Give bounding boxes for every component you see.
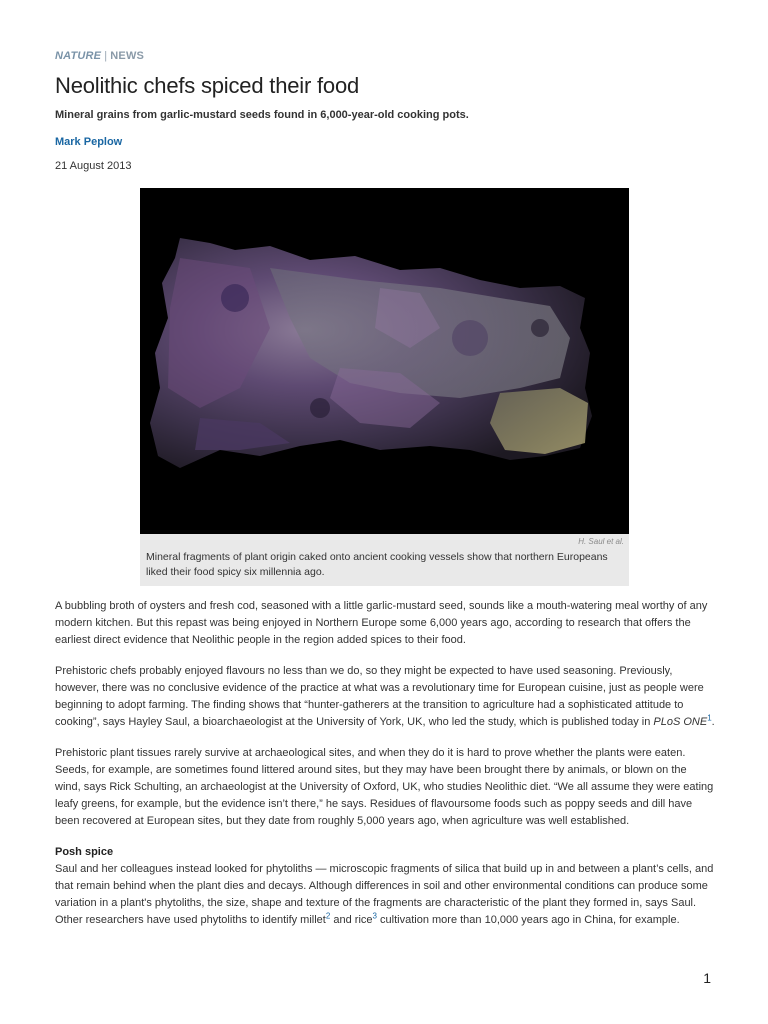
paragraph-3: Prehistoric plant tissues rarely survive at archaeological sites, and when they do it is hard to prove whether the plants were eaten. Seeds, for example, are sometimes found littered around sites, but they may have been brought there by animals, or blown on the wind, says Rick Schulting, an archaeologist at the University of Oxford, UK, who studies Neolithic diet. “We all assume they were eating leafy greens, for example, but the evidence isn’t there,” he says. Residues of flavoursome foods such as poppy seeds and dill have been recovered at European sites, but they date from roughly 5,000 years ago, when agriculture was well established. [55, 747, 714, 827]
section-name[interactable]: NEWS [110, 50, 145, 62]
paragraph-2-text: Prehistoric chefs probably enjoyed flavours no less than we do, so they might be expected to have used seasoning. Previously, however, there was no conclusive evidence of the practice at what was a revolutionary time for European cuisine, just as people were beginning to adopt farming. The finding shows that “hunter-gatherers at the transition to agriculture had a sophisticated attitude to cooking”, says Hayley Saul, a bioarchaeologist at the University of York, UK, who led the study, which is published today in [55, 665, 704, 728]
photo-credit: H. Saul et al. [578, 537, 624, 546]
paragraph-4-text-b: and rice [330, 914, 373, 926]
figure-meta [140, 534, 629, 586]
standfirst: Mineral grains from garlic-mustard seeds found in 6,000-year-old cooking pots. [55, 109, 469, 121]
figure [140, 188, 629, 586]
article-header [55, 50, 715, 174]
paragraph-2 [55, 663, 715, 731]
reference-link-1[interactable]: 1 [707, 713, 712, 723]
mineral-fragment-photo [140, 188, 629, 534]
section-subhead: Posh spice [55, 846, 114, 858]
paragraph-4-text-a: Saul and her colleagues instead looked for phytoliths — microscopic fragments of silica that build up in and between a plant’s cells, and that remain behind when the plant dies and decays. Although differences in soil and other environmental conditions can produce some variation in a plant's phytoliths, the size, shape and texture of the fragments are characteristic of the plant they formed in, says Saul. Other researchers have used phytoliths to identify millet [55, 863, 714, 926]
page-number: 1 [703, 970, 711, 986]
paragraph-4 [55, 861, 715, 929]
figure-caption: Mineral fragments of plant origin caked onto ancient cooking vessels show that northern Europeans liked their food spicy six millennia ago. [146, 551, 608, 578]
article-body [55, 598, 715, 943]
kicker-separator: | [104, 50, 108, 62]
journal-name: PLoS ONE [653, 716, 708, 728]
paragraph-4-text-c: cultivation more than 10,000 years ago in China, for example. [376, 914, 680, 926]
brand-name[interactable]: NATURE [55, 50, 102, 62]
reference-link-3[interactable]: 3 [372, 911, 377, 921]
paragraph-1: A bubbling broth of oysters and fresh cod, seasoned with a little garlic-mustard seed, sounds like a mouth-watering meal worthy of any modern kitchen. But this repast was being enjoyed in Northern Europe some 6,000 years ago, according to research that offers the earliest direct evidence that Neolithic people in the region added spices to their food. [55, 600, 708, 646]
reference-link-2[interactable]: 2 [325, 911, 331, 921]
article-title: Neolithic chefs spiced their food [55, 73, 360, 98]
paragraph-2-end: . [711, 716, 715, 728]
author-link[interactable]: Mark Peplow [55, 136, 123, 148]
publish-date: 21 August 2013 [55, 160, 132, 172]
kicker [55, 50, 715, 66]
